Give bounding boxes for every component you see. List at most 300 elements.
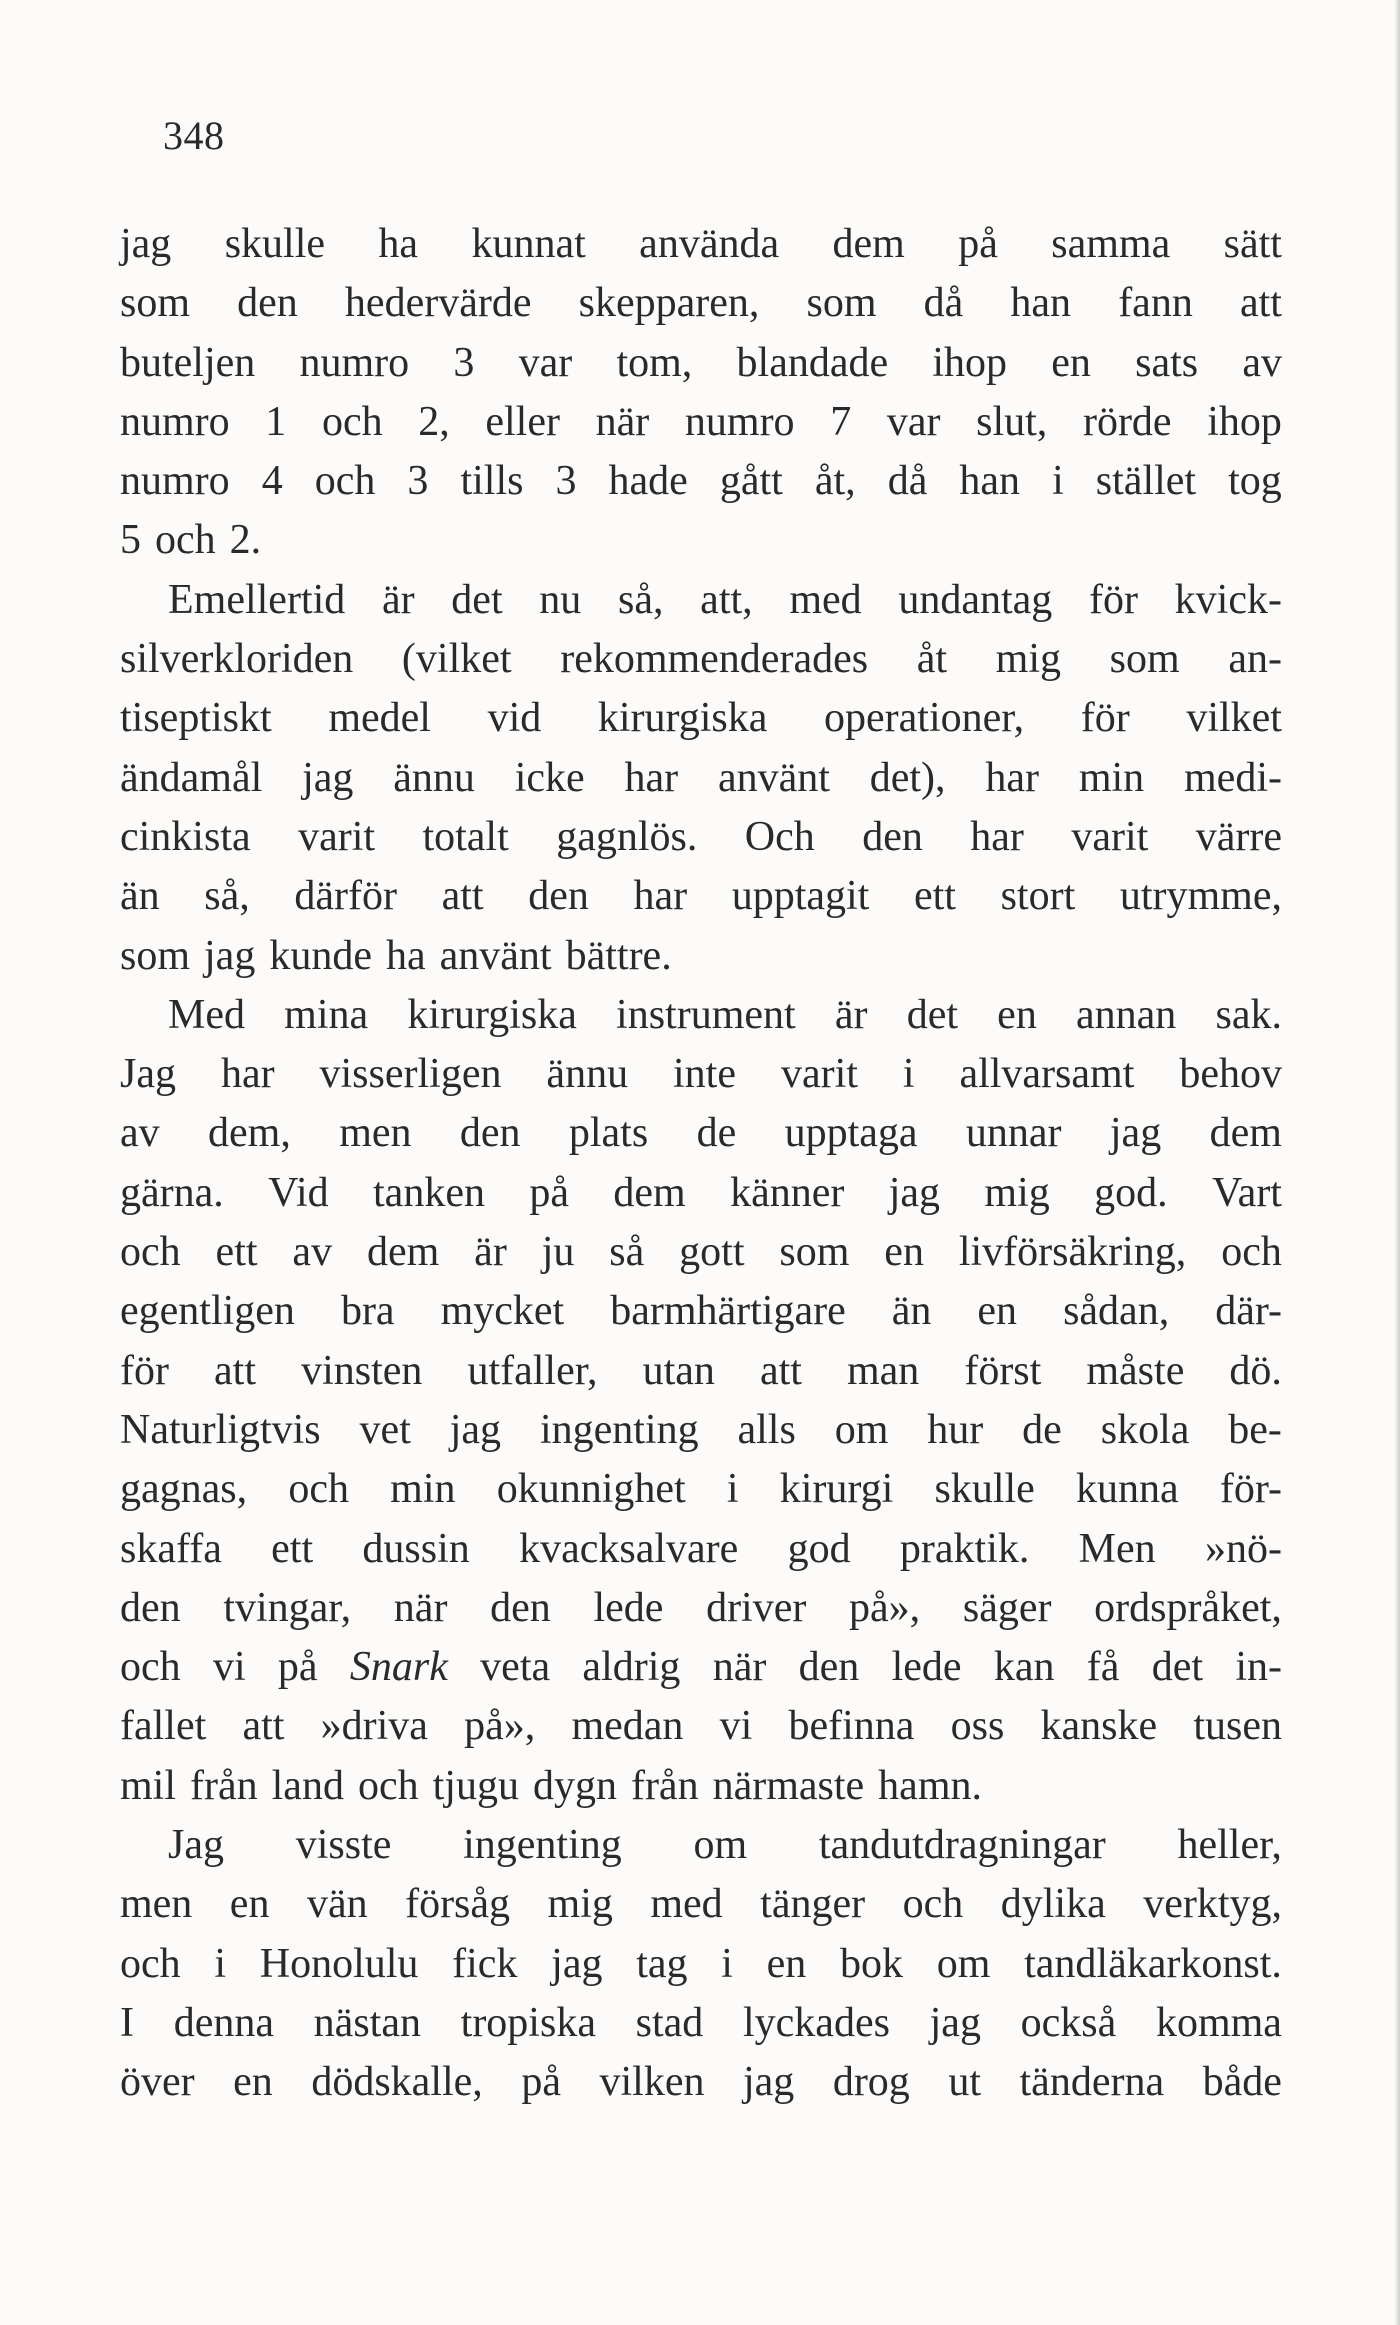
word: hade xyxy=(608,458,688,505)
word: kvacksalvare xyxy=(519,1525,739,1572)
word: av xyxy=(1242,339,1282,386)
word: rörde xyxy=(1082,398,1172,445)
word: operationer, xyxy=(824,695,1025,742)
word: bra xyxy=(340,1288,395,1335)
word: men xyxy=(339,1110,412,1157)
word: också xyxy=(1020,1999,1117,2046)
word: Vart xyxy=(1212,1169,1282,1216)
word: på», xyxy=(849,1584,921,1631)
word: medan xyxy=(571,1703,684,1750)
word: i xyxy=(1052,458,1064,505)
text-line xyxy=(120,689,1282,748)
word: bok xyxy=(840,1940,903,1987)
word: tropiska xyxy=(460,1999,596,2046)
word: egentligen xyxy=(120,1288,295,1335)
word: använt xyxy=(717,754,830,801)
word: i xyxy=(214,1940,227,1987)
text-line xyxy=(120,1579,1282,1638)
word: när xyxy=(393,1584,448,1631)
word: som xyxy=(120,932,191,979)
word: att xyxy=(242,1703,285,1750)
word: har xyxy=(624,754,679,801)
text-line xyxy=(120,1697,1282,1756)
word: som xyxy=(120,280,191,327)
word: fallet xyxy=(120,1703,207,1750)
word: 3 xyxy=(555,458,577,505)
word: använda xyxy=(639,221,780,267)
text-line xyxy=(120,1460,1282,1519)
word: medel xyxy=(328,695,431,742)
word: ändamål xyxy=(120,754,263,801)
word: kirurgiska xyxy=(407,991,577,1038)
word: jag xyxy=(120,221,172,267)
word: Jag xyxy=(120,1051,176,1098)
word: de xyxy=(1022,1406,1062,1453)
word: annan xyxy=(1076,991,1177,1038)
word: 7 xyxy=(830,398,852,445)
word: varit xyxy=(780,1051,858,1098)
text-line xyxy=(120,749,1282,808)
word: mig xyxy=(984,1169,1050,1216)
word: Honolulu xyxy=(259,1940,419,1987)
word: vän xyxy=(306,1881,368,1928)
word: alls xyxy=(737,1406,796,1453)
word: oss xyxy=(950,1703,1005,1750)
text-line xyxy=(120,1401,1282,1460)
word: mig xyxy=(995,636,1062,683)
word: jag xyxy=(302,754,354,801)
text-line xyxy=(120,452,1282,511)
word: blandade xyxy=(736,339,889,386)
word: och xyxy=(314,458,376,505)
word: ihop xyxy=(1207,398,1282,445)
text-line xyxy=(120,1875,1282,1934)
word: mig xyxy=(547,1881,613,1928)
word: då xyxy=(923,280,964,327)
word: var xyxy=(886,398,941,445)
word: om xyxy=(936,1940,991,1987)
word: sätt xyxy=(1223,221,1282,267)
word: dem xyxy=(832,221,905,267)
word: ordspråket, xyxy=(1094,1584,1282,1631)
word: »driva xyxy=(320,1703,428,1750)
text-line xyxy=(120,1816,1282,1875)
word: jag xyxy=(1109,1110,1162,1157)
word: jag xyxy=(449,1406,502,1453)
word: dem xyxy=(366,1229,440,1276)
text-line xyxy=(120,1520,1282,1579)
text-line xyxy=(120,393,1282,452)
word: på», xyxy=(464,1703,536,1750)
word: gagnlös. xyxy=(556,813,698,860)
word: behov xyxy=(1179,1051,1282,1098)
word: en xyxy=(766,1940,807,1987)
word: en xyxy=(233,2059,273,2106)
word: kunde xyxy=(269,932,372,979)
word: samma xyxy=(1051,221,1171,267)
word: 5 xyxy=(120,517,141,564)
word: från xyxy=(630,1762,699,1809)
word: driver xyxy=(706,1584,807,1631)
text-line xyxy=(120,867,1282,926)
text-line xyxy=(120,571,1282,630)
word: vi xyxy=(212,1644,246,1691)
word: varit xyxy=(1071,813,1149,860)
word: Jag xyxy=(168,1822,224,1869)
word: i xyxy=(902,1051,915,1098)
word: kirurgiska xyxy=(597,695,768,742)
text-line xyxy=(120,1342,1282,1401)
word: har xyxy=(970,813,1024,860)
word: och xyxy=(1221,1229,1282,1276)
word: ännu xyxy=(393,754,475,801)
word: är xyxy=(381,576,415,623)
word: av xyxy=(292,1229,333,1276)
word: tandutdragningar xyxy=(818,1822,1106,1869)
word: så, xyxy=(617,576,664,623)
word: silverkloriden xyxy=(120,636,354,683)
word: jag xyxy=(929,1999,981,2046)
word: allvarsamt xyxy=(959,1051,1135,1098)
word: totalt xyxy=(422,813,509,860)
word: den xyxy=(120,1584,181,1631)
word: och xyxy=(902,1881,964,1928)
word: tandläkarkonst. xyxy=(1024,1940,1282,1987)
word: men xyxy=(120,1881,193,1928)
word: ett xyxy=(913,873,956,920)
word: praktik. xyxy=(899,1525,1030,1572)
word: denna xyxy=(173,1999,274,2046)
word: om xyxy=(834,1406,889,1453)
word: var xyxy=(518,339,573,386)
text-line xyxy=(120,1638,1282,1697)
text-line xyxy=(120,927,1282,986)
word: dödskalle, xyxy=(311,2059,483,2106)
text-line xyxy=(120,1757,1282,1816)
word: verktyg, xyxy=(1143,1881,1282,1928)
word: åt xyxy=(916,636,948,683)
word: mina xyxy=(284,991,369,1038)
word: Med xyxy=(168,991,245,1038)
word: som xyxy=(1109,636,1180,683)
word: den xyxy=(528,873,589,920)
word: gagnas, xyxy=(120,1466,248,1513)
word: min xyxy=(390,1466,456,1513)
word: 3 xyxy=(407,458,429,505)
word: eller xyxy=(485,398,560,445)
page-number: 348 xyxy=(163,113,225,158)
word: 1 xyxy=(265,398,287,445)
word: inte xyxy=(673,1051,736,1098)
word: lyckades xyxy=(743,1999,890,2046)
word: stället xyxy=(1095,458,1197,505)
word: 4 xyxy=(261,458,283,505)
word: 3 xyxy=(453,339,475,386)
word: än xyxy=(120,873,160,920)
word: det), xyxy=(869,754,946,801)
word: dygn xyxy=(532,1762,617,1809)
word: han xyxy=(959,458,1021,505)
word: tog xyxy=(1228,458,1282,505)
word: (vilket xyxy=(401,636,512,683)
word: sådan, xyxy=(1063,1288,1170,1335)
word: mycket xyxy=(440,1288,565,1335)
word: för xyxy=(1080,695,1130,742)
word: Naturligtvis xyxy=(120,1406,321,1453)
word: på xyxy=(521,2059,561,2106)
word: upptaga xyxy=(784,1110,918,1157)
word: visserligen xyxy=(319,1051,502,1098)
word: lede xyxy=(593,1584,664,1631)
word: har xyxy=(633,873,688,920)
word: ut xyxy=(948,2059,981,2106)
word: sats xyxy=(1135,339,1199,386)
text-line xyxy=(120,1104,1282,1163)
word: det xyxy=(451,576,503,623)
word: kvick- xyxy=(1174,576,1282,623)
word: han xyxy=(1010,280,1072,327)
word: medi- xyxy=(1184,754,1282,801)
word: Emellertid xyxy=(168,576,346,623)
word: »nö- xyxy=(1204,1525,1282,1572)
word: vinsten xyxy=(301,1347,423,1394)
word: ha xyxy=(385,932,426,979)
word: be- xyxy=(1228,1406,1282,1453)
word: tanken xyxy=(373,1169,485,1216)
word: jag xyxy=(551,1940,603,1987)
word: kanske xyxy=(1040,1703,1158,1750)
word: då xyxy=(887,458,928,505)
word: på xyxy=(529,1169,569,1216)
word: undantag xyxy=(898,576,1053,623)
word: lede xyxy=(891,1644,962,1691)
word: kunna xyxy=(1076,1466,1179,1513)
text-line xyxy=(120,2053,1282,2112)
word: och xyxy=(155,517,216,564)
word: numro xyxy=(120,458,230,505)
word: stort xyxy=(1000,873,1076,920)
word: upptagit xyxy=(731,873,870,920)
word: 2, xyxy=(418,398,450,445)
word: försåg xyxy=(405,1881,511,1928)
word: i xyxy=(721,1940,733,1987)
word: gärna. xyxy=(120,1169,224,1216)
word: numro xyxy=(120,398,230,445)
word: som xyxy=(806,280,877,327)
word: att xyxy=(441,873,484,920)
word: är xyxy=(474,1229,507,1276)
word: närmaste xyxy=(712,1762,865,1809)
word: som xyxy=(779,1229,850,1276)
word: och xyxy=(120,1644,181,1691)
text-line xyxy=(120,511,1282,570)
word: så xyxy=(609,1229,645,1276)
word: Snark xyxy=(349,1644,448,1691)
word: tills xyxy=(460,458,524,505)
word: en xyxy=(997,991,1037,1038)
word: det xyxy=(1151,1644,1204,1691)
word: god. xyxy=(1094,1169,1168,1216)
word: få xyxy=(1086,1644,1120,1691)
word: nu xyxy=(539,576,582,623)
word: stad xyxy=(635,1999,704,2046)
word: tom, xyxy=(616,339,693,386)
word: och xyxy=(321,398,383,445)
text-line xyxy=(120,215,1282,274)
word: drog xyxy=(832,2059,910,2106)
word: att xyxy=(759,1347,802,1394)
word: att xyxy=(214,1347,257,1394)
word: slut, xyxy=(976,398,1048,445)
word: är xyxy=(834,991,868,1038)
word: ett xyxy=(215,1229,258,1276)
word: skola xyxy=(1100,1406,1190,1453)
text-line xyxy=(120,1935,1282,1994)
word: än xyxy=(891,1288,932,1335)
word: de xyxy=(696,1110,737,1157)
word: numro xyxy=(684,398,795,445)
word: ingenting xyxy=(539,1406,699,1453)
word: skepparen, xyxy=(578,280,760,327)
word: när xyxy=(595,398,650,445)
word: dylika xyxy=(1000,1881,1106,1928)
word: tag xyxy=(636,1940,688,1987)
word: har xyxy=(985,754,1040,801)
word: använt xyxy=(439,932,552,979)
word: för- xyxy=(1219,1466,1282,1513)
word: veta xyxy=(480,1644,551,1691)
word: in- xyxy=(1235,1644,1282,1691)
word: aldrig xyxy=(582,1644,681,1691)
word: vilket xyxy=(1186,695,1282,742)
word: dussin xyxy=(362,1525,470,1572)
word: för xyxy=(120,1347,169,1394)
word: jag xyxy=(888,1169,941,1216)
word: tänderna xyxy=(1019,2059,1165,2106)
word: fick xyxy=(452,1940,518,1987)
word: den xyxy=(459,1110,521,1157)
text-line xyxy=(120,630,1282,689)
word: land xyxy=(271,1762,344,1809)
word: en xyxy=(229,1881,270,1928)
word: det xyxy=(906,991,958,1038)
word: ingenting xyxy=(463,1822,622,1869)
word: visste xyxy=(295,1822,392,1869)
word: på xyxy=(277,1644,318,1691)
word: kirurgi xyxy=(779,1466,894,1513)
word: hamn. xyxy=(878,1762,982,1809)
word: och xyxy=(288,1466,349,1513)
text-line xyxy=(120,334,1282,393)
word: komma xyxy=(1155,1999,1282,2046)
word: Och xyxy=(744,813,815,860)
word: plats xyxy=(568,1110,649,1157)
word: med xyxy=(789,576,862,623)
word: fann xyxy=(1118,280,1193,327)
text-line xyxy=(120,1164,1282,1223)
word: min xyxy=(1078,754,1145,801)
word: att, xyxy=(700,576,753,623)
word: tusen xyxy=(1193,1703,1282,1750)
word: hur xyxy=(927,1406,984,1453)
word: I xyxy=(120,1999,134,2046)
body-text xyxy=(120,215,1282,2113)
word: gått xyxy=(719,458,783,505)
word: ännu xyxy=(546,1051,629,1098)
word: från xyxy=(190,1762,258,1809)
word: dö. xyxy=(1229,1347,1282,1394)
word: vid xyxy=(487,695,542,742)
word: dem xyxy=(613,1169,686,1216)
word: jag xyxy=(742,2059,795,2106)
word: i xyxy=(726,1466,739,1513)
word: vilken xyxy=(599,2059,705,2106)
word: när xyxy=(712,1644,767,1691)
word: god xyxy=(787,1525,851,1572)
word: och xyxy=(120,1229,181,1276)
word: en xyxy=(1051,339,1091,386)
word: hedervärde xyxy=(344,280,532,327)
text-line xyxy=(120,1223,1282,1282)
text-line xyxy=(120,986,1282,1045)
word: sak. xyxy=(1215,991,1282,1038)
word: av xyxy=(120,1110,160,1157)
word: kunnat xyxy=(471,221,586,267)
word: en xyxy=(977,1288,1018,1335)
word: på xyxy=(958,221,998,267)
word: unnar xyxy=(965,1110,1062,1157)
word: Men xyxy=(1078,1525,1156,1572)
word: icke xyxy=(514,754,585,801)
word: ihop xyxy=(932,339,1008,386)
word: därför xyxy=(294,873,397,920)
word: med xyxy=(650,1881,723,1928)
word: både xyxy=(1202,2059,1282,2106)
word: heller, xyxy=(1177,1822,1282,1869)
word: an- xyxy=(1228,636,1282,683)
word: numro xyxy=(299,339,410,386)
word: en xyxy=(884,1229,924,1276)
word: måste xyxy=(1086,1347,1185,1394)
word: buteljen xyxy=(120,339,256,386)
word: nästan xyxy=(313,1999,421,2046)
word: dem, xyxy=(208,1110,291,1157)
word: säger xyxy=(962,1584,1052,1631)
word: livförsäkring, xyxy=(958,1229,1187,1276)
word: tvingar, xyxy=(223,1584,352,1631)
word: skaffa xyxy=(120,1525,222,1572)
word: den xyxy=(237,280,298,327)
text-line xyxy=(120,1282,1282,1341)
word: okunnighet xyxy=(496,1466,686,1513)
word: ett xyxy=(271,1525,314,1572)
word: varit xyxy=(298,813,376,860)
word: åt, xyxy=(814,458,856,505)
word: jag xyxy=(204,932,256,979)
word: skulle xyxy=(224,221,326,267)
word: utan xyxy=(642,1347,715,1394)
page-edge-shadow xyxy=(1394,0,1400,2325)
word: skulle xyxy=(934,1466,1035,1513)
word: rekommenderades xyxy=(560,636,869,683)
word: mil xyxy=(120,1762,177,1809)
word: vet xyxy=(359,1406,411,1453)
word: tänger xyxy=(760,1881,866,1928)
word: kan xyxy=(993,1644,1055,1691)
word: instrument xyxy=(616,991,796,1038)
word: om xyxy=(693,1822,748,1869)
text-line xyxy=(120,1994,1282,2053)
